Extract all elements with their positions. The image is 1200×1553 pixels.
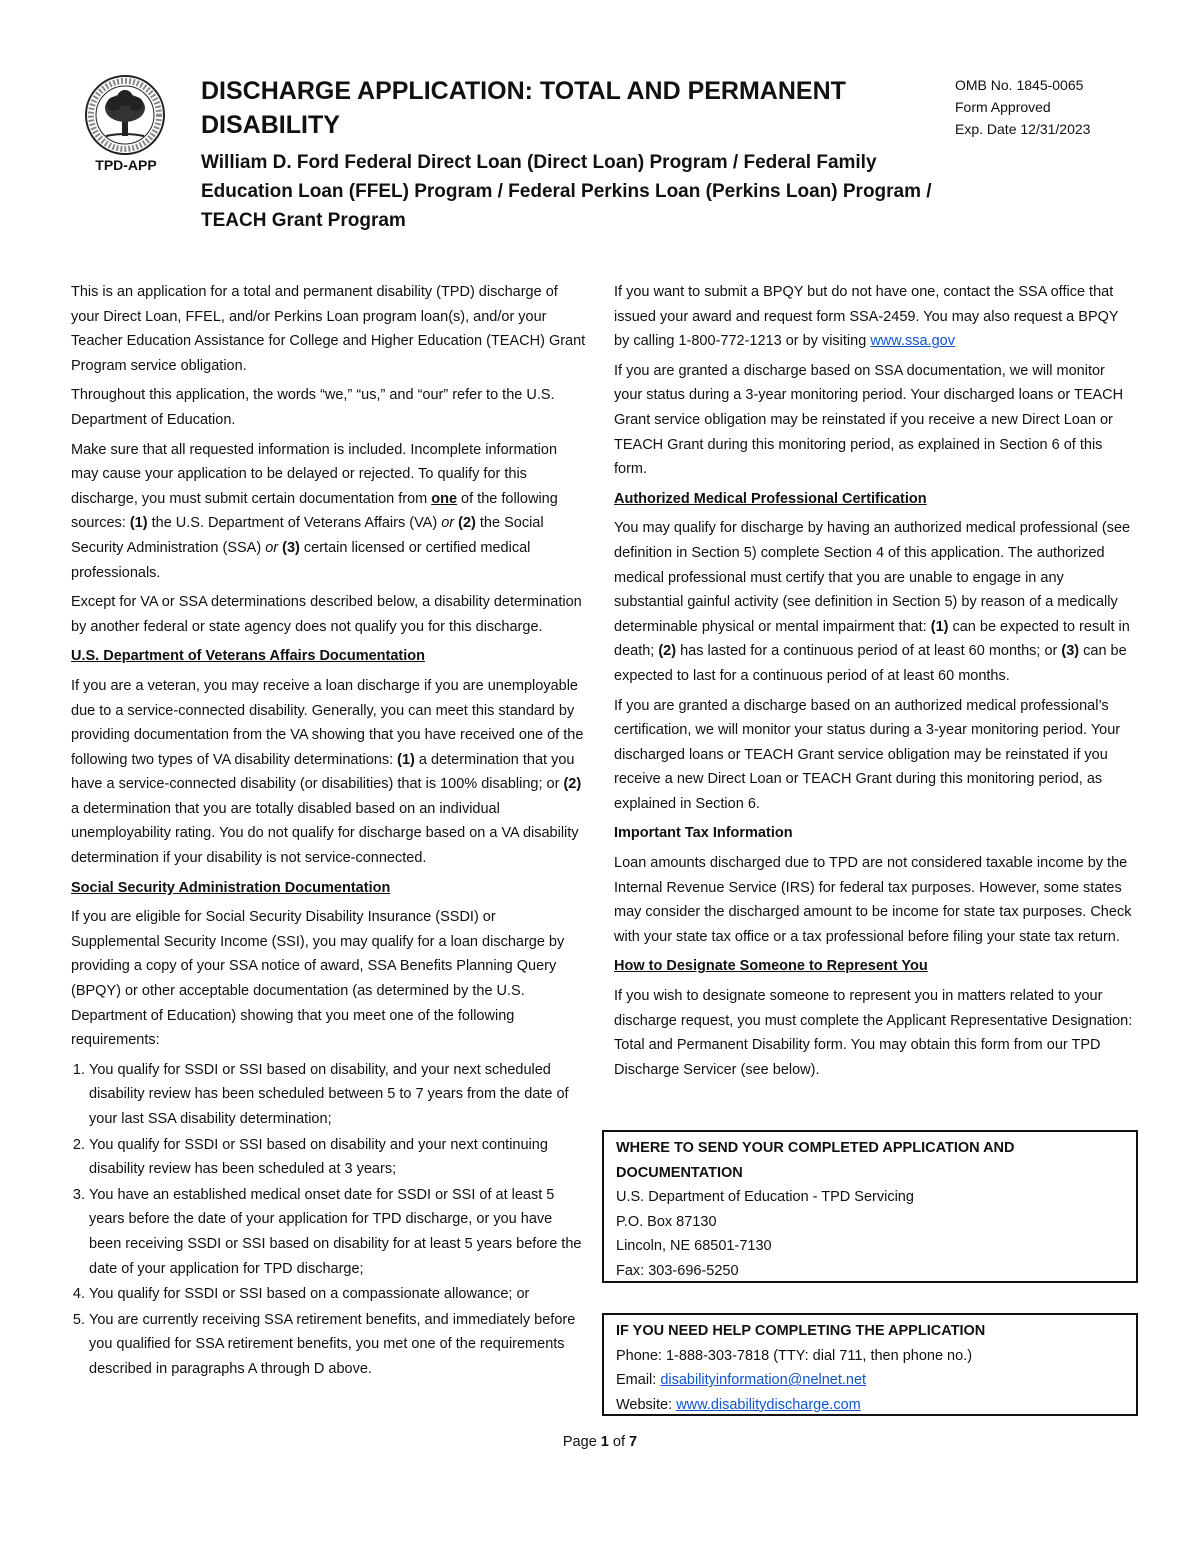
send-box-heading: WHERE TO SEND YOUR COMPLETED APPLICATION AND DOCUMENTATION [616, 1140, 1015, 1181]
department-of-education-seal-icon [84, 74, 166, 156]
text: You may qualify for discharge by having an authorized medical professional (see definition in Section 5) complete Section 4 of this application. The authorized medical professional must certify that you are unable to engage in any substantial gainful activity (see definition in Section 5) by reason of a medically determinable physical or mental impairment that: [614, 520, 1131, 635]
list-item: 4. You qualify for SSDI or SSI based on a compassionate allowance; or [89, 1282, 587, 1307]
page-footer [0, 1434, 1200, 1450]
rep-heading [614, 954, 1134, 979]
omb-info [955, 74, 1090, 140]
text: a determination that you are totally disabled based on an individual unemployability rating. You do not qualify for discharge based on a VA disability determination if your disability is not service-connected. [71, 800, 579, 867]
email-label: Email: [616, 1372, 661, 1389]
va-heading [71, 644, 587, 669]
text: certain licensed or certified medical professionals. [71, 539, 531, 581]
text: If you want to submit a BPQY but do not have one, contact the SSA office that issued your award and request form SSA-2459. You may also request a BPQY by calling 1-800-772-1213 or by visiting [614, 284, 1119, 350]
page-label: Page [562, 1434, 601, 1450]
help-website-row [616, 1393, 1126, 1418]
right-column [614, 280, 1134, 1087]
help-box-heading: IF YOU NEED HELP COMPLETING THE APPLICATION [616, 1323, 986, 1339]
va-heading-text: U.S. Department of Veterans Affairs Documentation [71, 648, 425, 665]
send-box-line: P.O. Box 87130 [616, 1213, 717, 1230]
help-phone: Phone: 1-888-303-7818 (TTY: dial 711, then phone no.) [616, 1347, 973, 1364]
omb-number: OMB No. 1845-0065 [955, 77, 1084, 93]
text: the Social Security Administration (SSA) [71, 515, 544, 556]
bpqy-paragraph [614, 280, 1134, 354]
amp-heading-text: Authorized Medical Professional Certification [614, 490, 927, 507]
except-paragraph: Except for VA or SSA determinations described below, a disability determination by another federal or state agency does not qualify you for this discharge. [71, 594, 582, 635]
amp-monitor-paragraph: If you are granted a discharge based on an authorized medical professional’s certification, we will monitor your status during a 3-year monitoring period. Your discharged loans or TEACH Grant service obligation may be reinstated if you receive a new Direct Loan or TEACH Grant during this monitoring period, as explained in Section 6. [614, 697, 1121, 812]
documentation-paragraph [71, 438, 587, 586]
amp-paragraph [614, 516, 1134, 688]
number-2: (2) [563, 776, 582, 793]
intro-paragraph: This is an application for a total and permanent disability (TPD) discharge of your Direct Loan, FFEL, and/or Perkins Loan program loan(s), and/or your Teacher Education Assistance for College and Higher Education (TEACH) Grant Program service obligation. [71, 284, 586, 374]
send-application-box [602, 1130, 1138, 1283]
ssa-link[interactable]: www.ssa.gov [870, 333, 955, 350]
number-2: (2) [458, 515, 476, 532]
text: the U.S. Department of Veterans Affairs (VA) [147, 515, 442, 532]
requirements-list [71, 1058, 587, 1382]
help-box [602, 1313, 1138, 1416]
of-label: of [608, 1434, 630, 1450]
va-paragraph [71, 674, 587, 871]
or-text: or [265, 539, 279, 556]
tax-heading [614, 821, 1134, 846]
number-1: (1) [930, 618, 949, 635]
number-1: (1) [397, 751, 415, 768]
ssa-paragraph: If you are eligible for Social Security Disability Insurance (SSDI) or Supplemental Security Income (SSI), you may qualify for a loan discharge by providing a copy of your SSA notice of award, SSA Benefits Planning Query (BPQY) or other acceptable documentation (as determined by the U.S. Department of Education) showing that you meet one of the following requirements: [71, 909, 565, 1049]
send-box-fax: Fax: 303-696-5250 [616, 1262, 739, 1279]
ssa-heading-text: Social Security Administration Documentation [71, 879, 391, 896]
help-email-row [616, 1368, 1126, 1393]
text: can be expected to last for a continuous period of at least 60 months. [614, 643, 1127, 684]
text: can be expected to result in death; [614, 618, 1130, 660]
ssa-monitor-paragraph: If you are granted a discharge based on SSA documentation, we will monitor your status during a 3-year monitoring period. Your discharged loans or TEACH Grant service obligation may be reinstated if you receive a new Direct Loan or TEACH Grant during this monitoring period, as explained in Section 6 of this form. [614, 362, 1124, 478]
ssa-heading [71, 876, 587, 901]
number-1: (1) [129, 515, 148, 532]
page-subtitle: William D. Ford Federal Direct Loan (Direct Loan) Program / Federal Family Education Loan (FFEL) Program / Federal Perkins Loan (Perkins Loan) Program / TEACH Grant Program [201, 152, 932, 231]
rep-heading-text: How to Designate Someone to Represent You [614, 958, 928, 975]
website-label: Website: [616, 1396, 677, 1413]
website-link[interactable]: www.disabilitydischarge.com [676, 1396, 861, 1413]
left-column [71, 280, 587, 1383]
list-item: 5. You are currently receiving SSA retirement benefits, and immediately before you qualified for SSA retirement benefits, you met one of the requirements described in paragraphs A through D above. [89, 1308, 587, 1382]
text: a determination that you have a service-connected disability (or disabilities) that is 100% disabling; or [71, 751, 575, 793]
text: If you are a veteran, you may receive a loan discharge if you are unemployable due to a service-connected disability. Generally, you can meet this standard by providing documentation from the VA showing that you have received one of the following two types of VA disability determinations: [71, 677, 584, 768]
form-code: TPD-APP [95, 157, 157, 173]
number-3: (3) [282, 539, 300, 556]
or-text: or [441, 515, 455, 532]
definitions-paragraph: Throughout this application, the words “we,” “us,” and “our” refer to the U.S. Department of Education. [71, 387, 555, 428]
text: has lasted for a continuous period of at least 60 months; or [676, 643, 1062, 660]
text: of the following sources: [71, 490, 558, 532]
page-total: 7 [629, 1434, 638, 1450]
form-approved: Form Approved [955, 99, 1051, 115]
rep-paragraph: If you wish to designate someone to represent you in matters related to your discharge request, you must complete the Applicant Representative Designation: Total and Permanent Disability form. You may obtain this form from our TPD Discharge Servicer (see below). [614, 988, 1133, 1078]
amp-heading [614, 487, 1134, 512]
number-3: (3) [1061, 643, 1080, 660]
emphasis-one: one [431, 490, 458, 507]
email-link[interactable]: disabilityinformation@nelnet.net [660, 1372, 867, 1389]
page-title: DISCHARGE APPLICATION: TOTAL AND PERMANENT DISABILITY [201, 77, 846, 139]
list-item: 3. You have an established medical onset date for SSDI or SSI of at least 5 years before the date of your application for TPD discharge, or you have been receiving SSDI or SSI based on disability for at least 5 years before the date of your application for TPD discharge; [89, 1183, 587, 1281]
expiration-date: Exp. Date 12/31/2023 [955, 121, 1091, 137]
number-2: (2) [658, 643, 677, 660]
send-box-line: Lincoln, NE 68501-7130 [616, 1238, 772, 1255]
tax-paragraph: Loan amounts discharged due to TPD are not considered taxable income by the Internal Revenue Service (IRS) for federal tax purposes. However, some states may consider the discharged amount to be income for state tax purposes. Check with your state tax office or a tax professional before filing your state tax return. [614, 855, 1132, 945]
list-item: 1. You qualify for SSDI or SSI based on disability, and your next scheduled disability review has been scheduled between 5 to 7 years from the date of your last SSA disability determination; [89, 1058, 587, 1132]
text: Make sure that all requested information is included. Incomplete information may cause your application to be delayed or rejected. To qualify for this discharge, you must submit certain documentation from [71, 441, 558, 507]
page-number: 1 [600, 1434, 609, 1450]
list-item: 2. You qualify for SSDI or SSI based on disability and your next continuing disability review has been scheduled at 3 years; [89, 1133, 587, 1182]
tax-heading-text: Important Tax Information [614, 825, 793, 842]
send-box-line: U.S. Department of Education - TPD Servicing [616, 1189, 914, 1206]
